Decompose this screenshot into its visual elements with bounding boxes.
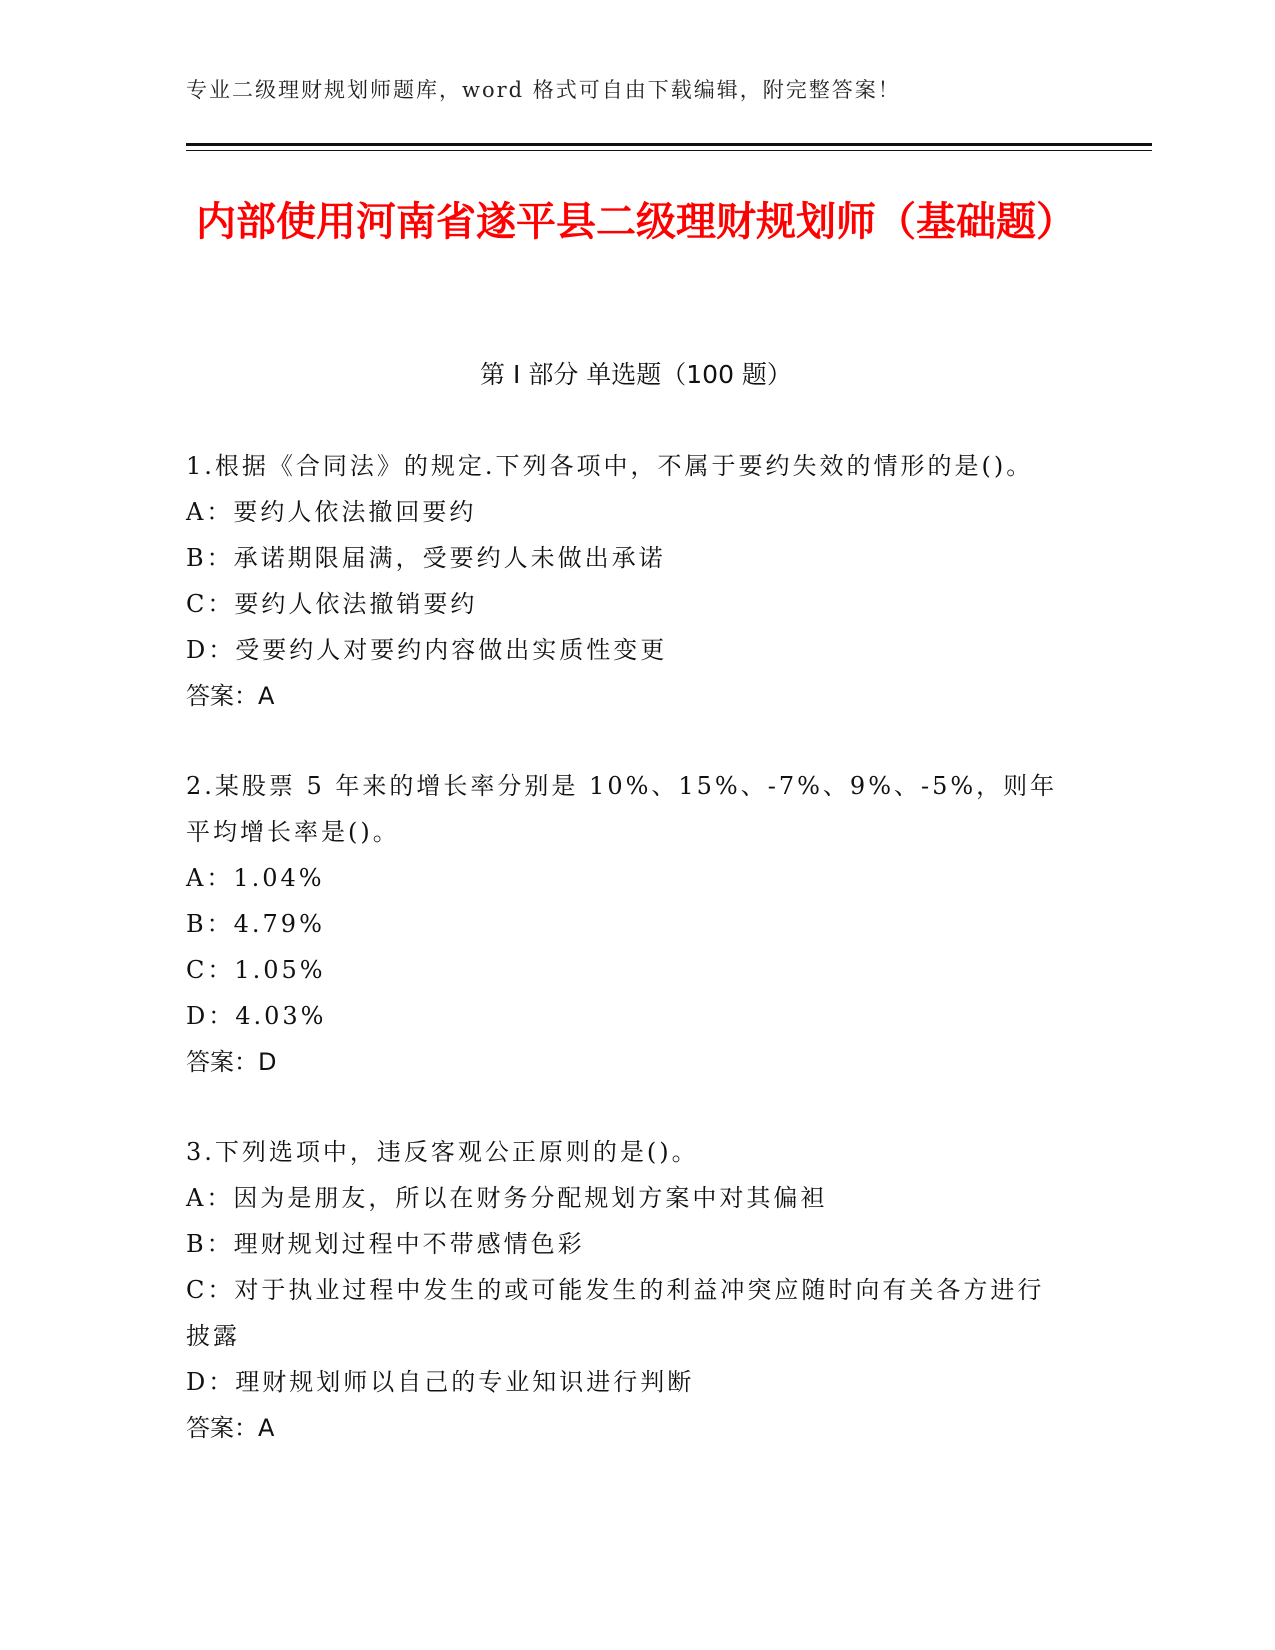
question-stem: 3.下列选项中，违反客观公正原则的是()。 — [186, 1138, 699, 1166]
option-b: B：4.79% — [186, 910, 325, 938]
header-rule-thick — [186, 143, 1152, 146]
document-title: 内部使用河南省遂平县二级理财规划师（基础题） — [196, 199, 1076, 245]
answer: 答案：A — [186, 682, 275, 710]
section-heading: 第 I 部分 单选题（100 题） — [480, 360, 792, 389]
header-note: 专业二级理财规划师题库，word 格式可自由下载编辑，附完整答案！ — [186, 78, 901, 102]
question-list — [186, 443, 1066, 1495]
option-a: A：1.04% — [186, 864, 325, 892]
option-c: C：要约人依法撤销要约 — [186, 590, 478, 618]
option-b: B：承诺期限届满，受要约人未做出承诺 — [186, 544, 666, 572]
question-stem: 2.某股票 5 年来的增长率分别是 10%、15%、-7%、9%、-5%，则年平均增长率是()。 — [186, 772, 1058, 846]
answer: 答案：A — [186, 1414, 275, 1442]
question-stem: 1.根据《合同法》的规定.下列各项中，不属于要约失效的情形的是()。 — [186, 452, 1034, 480]
question-3 — [186, 1129, 1066, 1451]
header-rule-thin — [186, 150, 1152, 151]
option-d: D：4.03% — [186, 1002, 327, 1030]
option-d: D：受要约人对要约内容做出实质性变更 — [186, 636, 668, 664]
option-a: A：要约人依法撤回要约 — [186, 498, 477, 526]
option-b: B：理财规划过程中不带感情色彩 — [186, 1230, 585, 1258]
option-a: A：因为是朋友，所以在财务分配规划方案中对其偏袒 — [186, 1184, 828, 1212]
answer: 答案：D — [186, 1048, 277, 1076]
option-c: C：对于执业过程中发生的或可能发生的利益冲突应随时向有关各方进行披露 — [186, 1276, 1045, 1350]
option-d: D：理财规划师以自己的专业知识进行判断 — [186, 1368, 695, 1396]
question-2 — [186, 763, 1066, 1085]
option-c: C：1.05% — [186, 956, 326, 984]
question-1 — [186, 443, 1066, 719]
